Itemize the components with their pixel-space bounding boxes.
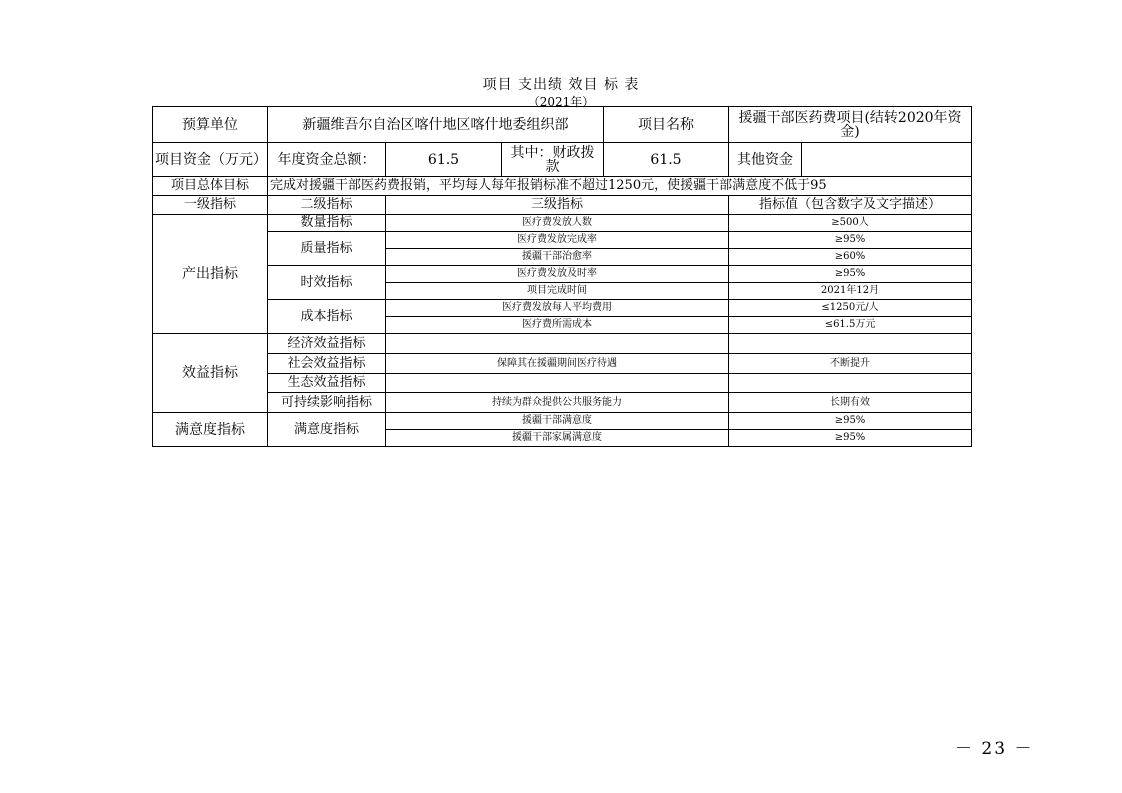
header-level3: 三级指标 (386, 196, 729, 215)
indicator-value: ≥95% (729, 266, 972, 283)
indicator-value (729, 334, 972, 354)
economic-indicator: 经济效益指标 (268, 334, 386, 354)
table-row (153, 300, 972, 317)
finance-label: 其中：财政拨款 (502, 143, 604, 177)
indicator-value (729, 374, 972, 393)
quantity-indicator: 数量指标 (268, 215, 386, 232)
table-row (153, 232, 972, 249)
indicator-name (386, 374, 729, 393)
indicator-value: 2021年12月 (729, 283, 972, 300)
indicator-value: 不断提升 (729, 354, 972, 374)
other-fund-label: 其他资金 (729, 143, 802, 177)
table-row (153, 393, 972, 413)
table-row (153, 196, 972, 215)
table-row (153, 413, 972, 430)
indicator-value: ≥95% (729, 232, 972, 249)
indicator-value: 长期有效 (729, 393, 972, 413)
page-number: － 23 － (955, 739, 1034, 759)
overall-goal-text: 完成对援疆干部医药费报销，平均每人每年报销标准不超过1250元，使援疆干部满意度不低于95 (268, 177, 972, 196)
unit-label: 预算单位 (153, 107, 268, 143)
satisfaction-indicator: 满意度指标 (153, 413, 268, 447)
indicator-value: ≥500人 (729, 215, 972, 232)
cost-indicator: 成本指标 (268, 300, 386, 334)
indicator-name: 医疗费发放人数 (386, 215, 729, 232)
table-row (153, 215, 972, 232)
header-level2: 二级指标 (268, 196, 386, 215)
table-row (153, 374, 972, 393)
social-indicator: 社会效益指标 (268, 354, 386, 374)
ecological-indicator: 生态效益指标 (268, 374, 386, 393)
annual-total-label: 年度资金总额： (268, 143, 386, 177)
table-row (153, 177, 972, 196)
table-row (153, 107, 972, 143)
indicator-name: 医疗费发放完成率 (386, 232, 729, 249)
indicator-value: ≤61.5万元 (729, 317, 972, 334)
performance-goal-table (152, 106, 972, 447)
indicator-name: 项目完成时间 (386, 283, 729, 300)
benefit-indicator: 效益指标 (153, 334, 268, 413)
table-row (153, 354, 972, 374)
overall-goal-label: 项目总体目标 (153, 177, 268, 196)
indicator-name (386, 334, 729, 354)
finance-value: 61.5 (604, 143, 729, 177)
table-row (153, 143, 972, 177)
sustainable-indicator: 可持续影响指标 (268, 393, 386, 413)
project-name-label: 项目名称 (604, 107, 729, 143)
table-year: （2021年） (527, 95, 595, 109)
indicator-name: 保障其在援疆期间医疗待遇 (386, 354, 729, 374)
indicator-name: 援疆干部满意度 (386, 413, 729, 430)
indicator-name: 医疗费发放及时率 (386, 266, 729, 283)
output-indicator: 产出指标 (153, 215, 268, 334)
unit-value: 新疆维吾尔自治区喀什地区喀什地委组织部 (268, 107, 604, 143)
indicator-name: 医疗费所需成本 (386, 317, 729, 334)
indicator-name: 援疆干部家属满意度 (386, 430, 729, 447)
satisfaction-sub-indicator: 满意度指标 (268, 413, 386, 447)
header-value: 指标值（包含数字及文字描述） (729, 196, 972, 215)
table-title: 项目 支出绩 效目 标 表 (482, 77, 640, 93)
header-level1: 一级指标 (153, 196, 268, 215)
indicator-value: ≤1250元/人 (729, 300, 972, 317)
table-row (153, 334, 972, 354)
annual-total-value: 61.5 (386, 143, 502, 177)
other-fund-value (802, 143, 972, 177)
indicator-value: ≥60% (729, 249, 972, 266)
indicator-name: 医疗费发放每人平均费用 (386, 300, 729, 317)
indicator-name: 持续为群众提供公共服务能力 (386, 393, 729, 413)
quality-indicator: 质量指标 (268, 232, 386, 266)
project-name-value: 援疆干部医药费项目(结转2020年资金) (729, 107, 972, 143)
indicator-value: ≥95% (729, 430, 972, 447)
indicator-value: ≥95% (729, 413, 972, 430)
timeliness-indicator: 时效指标 (268, 266, 386, 300)
indicator-name: 援疆干部治愈率 (386, 249, 729, 266)
table-row (153, 266, 972, 283)
fund-label: 项目资金（万元） (153, 143, 268, 177)
